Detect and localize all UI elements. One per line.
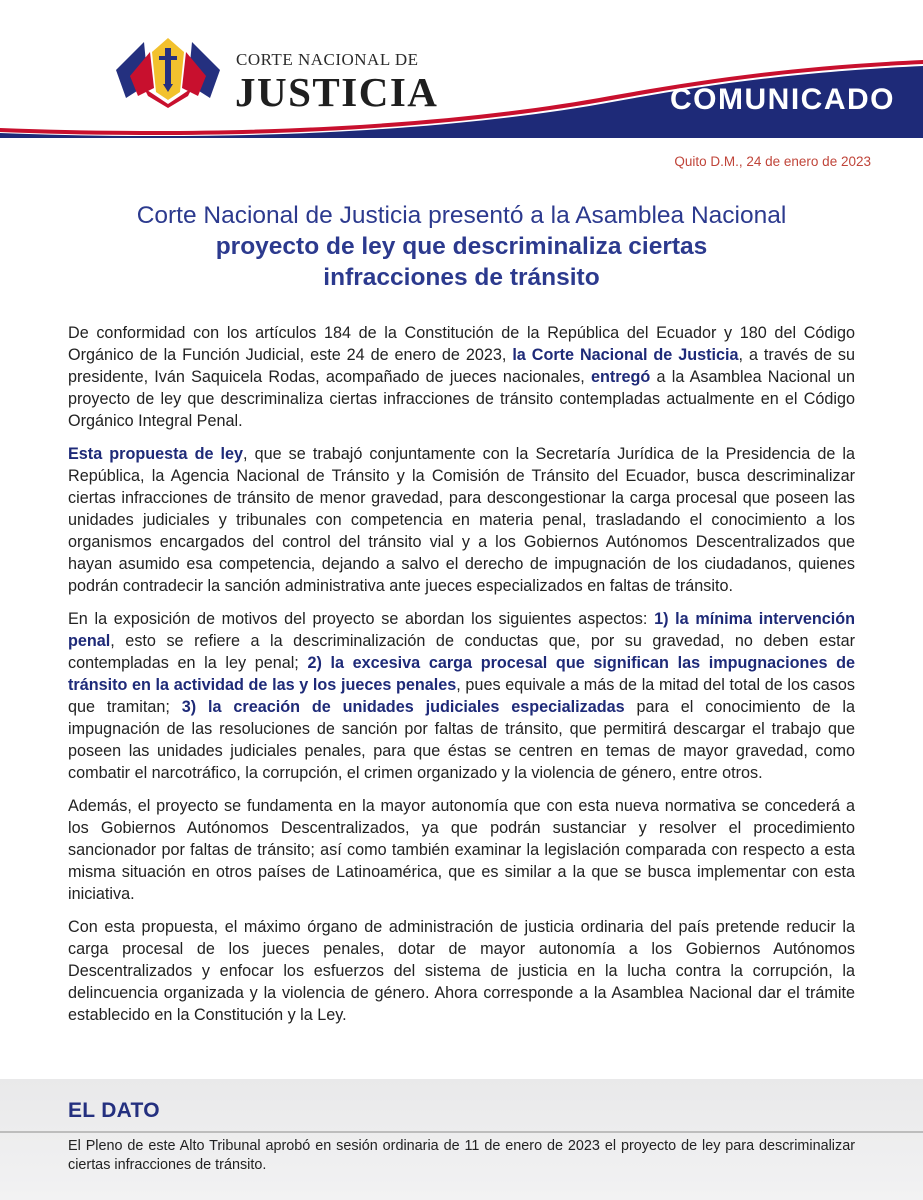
org-name-line2: JUSTICIA [235, 69, 439, 115]
p2-bold-propuesta: Esta propuesta de ley [68, 445, 244, 463]
p1-text-a: De conformidad con los artículos 184 de la Constitución de la República del Ecuador y 180 del Código Orgánico de la Función Judicial, este 24 de enero de 2023, [68, 324, 855, 364]
p3-text-a: En la exposición de motivos del proyecto se abordan los siguientes aspectos: [68, 610, 655, 628]
page-title [40, 200, 883, 293]
paragraph-4: Además, el proyecto se fundamenta en la mayor autonomía que con esta nueva normativa se concederá a los Gobiernos Autónomos Descentralizados, ya que podrán sustanciar y resolver el procedimiento sancionador por faltas de tránsito; así como también examinar la legislación comparada con respecto a esta misma situación en otros países de Latinoamérica, que es similar a la que se busca implementar con esta iniciativa. [68, 797, 855, 903]
p3-bold-point-3: 3) la creación de unidades judiciales especializadas [181, 698, 625, 716]
el-dato-text: El Pleno de este Alto Tribunal aprobó en sesión ordinaria de 11 de enero de 2023 el proyecto de ley para descriminalizar ciertas infracciones de tránsito. [68, 1138, 855, 1173]
communique-badge: COMUNICADO [670, 83, 895, 116]
p3-text-c: , esto se refiere a la descriminalización de conductas que, por su gravedad, no deben estar contempladas en la ley penal; [68, 632, 855, 672]
title-line-3: infracciones de tránsito [323, 264, 600, 291]
p3-text-d: , pues equivale a más de la mitad del total de los casos que tramitan; [68, 676, 855, 716]
p3-bold-point-2: 2) la excesiva carga procesal que significan las impugnaciones de tránsito en la actividad de las y los jueces penales [68, 654, 855, 694]
el-dato-divider [0, 1131, 923, 1133]
p3-text-e: para el conocimiento de la impugnación de las resoluciones de sanción por faltas de tránsito, que permitirá descargar el trabajo que poseen las unidades judiciales penales, para que éstas se centren en temas de mayor gravedad, como combatir el narcotráfico, la corrupción, el crimen organizado y la violencia de género, entre otros. [68, 698, 856, 782]
publication-date: Quito D.M., 24 de enero de 2023 [674, 154, 871, 169]
title-line-2: proyecto de ley que descriminaliza ciertas [215, 233, 708, 260]
paragraph-2 [68, 443, 855, 597]
title-line-1: Corte Nacional de Justicia presentó a la Asamblea Nacional [136, 202, 787, 229]
p1-text-d: a la Asamblea Nacional un proyecto de ley que descriminaliza ciertas infracciones de tránsito contempladas actualmente en el Código Orgánico Integral Penal. [68, 368, 855, 430]
paragraph-1 [68, 322, 855, 432]
paragraph-5: Con esta propuesta, el máximo órgano de administración de justicia ordinaria del país pretende reducir la carga procesal de los jueces penales, dotar de mayor autonomía a los Gobiernos Autónomos Descentralizados y enfocar los esfuerzos del sistema de justicia en la lucha contra la corrupción, la delincuencia organizada y la violencia de género. Ahora corresponde a la Asamblea Nacional dar el trámite establecido en la Constitución y la Ley. [68, 918, 855, 1024]
article-body [68, 322, 855, 1037]
p2-text-a: , que se trabajó conjuntamente con la Secretaría Jurídica de la Presidencia de la República, la Agencia Nacional de Tránsito y la Comisión de Tránsito del Ecuador, busca descriminalizar ciertas infracciones de tránsito de menor gravedad, para descongestionar la carga procesal que poseen las unidades judiciales y tribunales con competencia en materia penal, trasladando el conocimiento a los organismos encargados del control del tránsito vial y a los Gobiernos Autónomos Descentralizados que hayan asumido esa competencia, dejando a salvo el derecho de impugnación de los ciudadanos, quienes podrán contradecir la sanción administrativa ante jueces especializados en faltas de tránsito. [68, 445, 855, 595]
org-name-line1: CORTE NACIONAL DE [236, 50, 419, 69]
p1-text-c: , a través de su presidente, Iván Saquicela Rodas, acompañado de jueces nacionales, [68, 346, 856, 386]
paragraph-3 [68, 608, 855, 784]
p3-bold-point-1: 1) la mínima intervención penal [68, 610, 855, 650]
p1-bold-court: la Corte Nacional de Justicia [512, 346, 739, 364]
p1-bold-entrego: entregó [590, 368, 651, 386]
el-dato-box [0, 1079, 923, 1200]
el-dato-heading: EL DATO [68, 1099, 160, 1122]
